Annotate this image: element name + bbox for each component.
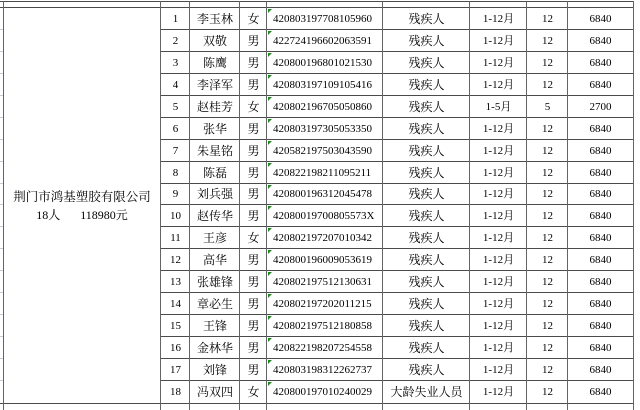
id-number-cell[interactable]: 420803197305053350 bbox=[267, 118, 383, 140]
amount-cell[interactable]: 6840 bbox=[589, 188, 612, 201]
text-format-indicator-icon bbox=[268, 53, 272, 57]
gender-cell[interactable]: 男 bbox=[247, 362, 260, 377]
id-number-cell[interactable]: 420802196705050860 bbox=[267, 96, 383, 118]
months-range-cell[interactable]: 1-12月 bbox=[482, 34, 515, 47]
person-category-cell[interactable]: 残疾人 bbox=[408, 187, 445, 202]
gender-cell[interactable]: 男 bbox=[247, 275, 260, 290]
id-number-cell[interactable]: 420802197207010342 bbox=[267, 227, 383, 249]
gridline bbox=[160, 1, 161, 410]
person-category-cell[interactable]: 残疾人 bbox=[408, 362, 445, 377]
row-number-cell[interactable]: 13 bbox=[170, 276, 181, 289]
gridline bbox=[266, 1, 267, 410]
month-count-cell[interactable]: 12 bbox=[542, 144, 553, 157]
name-cell[interactable]: 李玉林 bbox=[196, 11, 233, 26]
months-range-cell[interactable]: 1-12月 bbox=[482, 122, 515, 135]
row-number-cell[interactable]: 4 bbox=[172, 78, 179, 91]
amount-cell[interactable]: 6840 bbox=[589, 144, 612, 157]
amount-cell[interactable]: 6840 bbox=[589, 342, 612, 355]
row-number-cell[interactable]: 12 bbox=[170, 254, 181, 267]
gridline bbox=[161, 51, 634, 52]
name-cell[interactable]: 张华 bbox=[202, 121, 227, 136]
id-number-cell[interactable]: 420800196312045478 bbox=[267, 184, 383, 206]
text-format-indicator-icon bbox=[268, 250, 272, 254]
gridline bbox=[161, 29, 634, 30]
amount-cell[interactable]: 6840 bbox=[589, 320, 612, 333]
person-category-cell[interactable]: 残疾人 bbox=[408, 99, 445, 114]
gridline bbox=[161, 73, 634, 74]
person-category-cell[interactable]: 残疾人 bbox=[408, 121, 445, 136]
gender-cell[interactable]: 男 bbox=[247, 209, 260, 224]
months-range-cell[interactable]: 1-12月 bbox=[482, 320, 515, 333]
id-number-cell[interactable]: 420800197010240029 bbox=[267, 381, 383, 403]
person-category-cell[interactable]: 残疾人 bbox=[408, 143, 445, 158]
month-count-cell[interactable]: 5 bbox=[544, 100, 551, 113]
id-number-cell[interactable]: 420582197503043590 bbox=[267, 140, 383, 162]
months-range-cell[interactable]: 1-12月 bbox=[482, 166, 515, 179]
month-count-cell[interactable]: 12 bbox=[542, 34, 553, 47]
gender-cell[interactable]: 男 bbox=[247, 121, 260, 136]
gridline bbox=[3, 1, 4, 410]
months-range-cell[interactable]: 1-12月 bbox=[482, 254, 515, 267]
row-number-cell[interactable]: 1 bbox=[172, 12, 179, 25]
company-cell[interactable] bbox=[4, 8, 160, 403]
gridline bbox=[161, 226, 634, 227]
gender-cell[interactable]: 男 bbox=[247, 297, 260, 312]
name-cell[interactable]: 张雄锋 bbox=[196, 275, 233, 290]
row-number-cell[interactable]: 3 bbox=[172, 56, 179, 69]
name-cell[interactable]: 刘锋 bbox=[202, 362, 227, 377]
month-count-cell[interactable]: 12 bbox=[542, 276, 553, 289]
months-range-cell[interactable]: 1-12月 bbox=[482, 188, 515, 201]
gridline bbox=[239, 1, 240, 410]
gridline bbox=[161, 380, 634, 381]
text-format-indicator-icon bbox=[268, 119, 272, 123]
gridline bbox=[161, 183, 634, 184]
gender-cell[interactable]: 男 bbox=[247, 341, 260, 356]
months-range-cell[interactable]: 1-12月 bbox=[482, 385, 515, 398]
months-range-cell[interactable]: 1-12月 bbox=[482, 78, 515, 91]
person-category-cell[interactable]: 残疾人 bbox=[408, 231, 445, 246]
gender-cell[interactable]: 男 bbox=[247, 143, 260, 158]
gridline bbox=[526, 1, 527, 410]
person-category-cell[interactable]: 残疾人 bbox=[408, 33, 445, 48]
text-format-indicator-icon bbox=[268, 97, 272, 101]
person-category-cell[interactable]: 残疾人 bbox=[408, 341, 445, 356]
gridline bbox=[161, 292, 634, 293]
id-number-cell[interactable]: 420822198207254558 bbox=[267, 337, 383, 359]
month-count-cell[interactable]: 12 bbox=[542, 56, 553, 69]
month-count-cell[interactable]: 12 bbox=[542, 166, 553, 179]
month-count-cell[interactable]: 12 bbox=[542, 298, 553, 311]
person-category-cell[interactable]: 残疾人 bbox=[408, 275, 445, 290]
id-number-cell[interactable]: 420802197512130631 bbox=[267, 271, 383, 293]
name-cell[interactable]: 陈鹰 bbox=[202, 55, 227, 70]
gridline bbox=[161, 117, 634, 118]
text-format-indicator-icon bbox=[268, 228, 272, 232]
amount-cell[interactable]: 6840 bbox=[589, 122, 612, 135]
row-number-cell[interactable]: 18 bbox=[170, 385, 181, 398]
gridline bbox=[567, 1, 568, 410]
amount-cell[interactable]: 6840 bbox=[589, 363, 612, 376]
name-cell[interactable]: 双敬 bbox=[202, 33, 227, 48]
month-count-cell[interactable]: 12 bbox=[542, 385, 553, 398]
row-number-cell[interactable]: 10 bbox=[170, 210, 181, 223]
name-cell[interactable]: 赵传华 bbox=[196, 209, 233, 224]
months-range-cell[interactable]: 1-12月 bbox=[482, 56, 515, 69]
month-count-cell[interactable]: 12 bbox=[542, 342, 553, 355]
amount-cell[interactable]: 6840 bbox=[589, 385, 612, 398]
month-count-cell[interactable]: 12 bbox=[542, 254, 553, 267]
gridline bbox=[189, 1, 190, 410]
name-cell[interactable]: 章必生 bbox=[196, 297, 233, 312]
months-range-cell[interactable]: 1-12月 bbox=[482, 12, 515, 25]
amount-cell[interactable]: 6840 bbox=[589, 298, 612, 311]
name-cell[interactable]: 王彦 bbox=[202, 231, 227, 246]
id-number-cell[interactable]: 422724196602063591 bbox=[267, 30, 383, 52]
month-count-cell[interactable]: 12 bbox=[542, 12, 553, 25]
text-format-indicator-icon bbox=[268, 31, 272, 35]
name-cell[interactable]: 刘兵强 bbox=[196, 187, 233, 202]
company-people-count: 18人 bbox=[36, 207, 61, 222]
month-count-cell[interactable]: 12 bbox=[542, 210, 553, 223]
amount-cell[interactable]: 6840 bbox=[589, 166, 612, 179]
person-category-cell[interactable]: 残疾人 bbox=[408, 297, 445, 312]
gender-cell[interactable]: 女 bbox=[247, 384, 260, 399]
gridline bbox=[161, 358, 634, 359]
person-category-cell[interactable]: 残疾人 bbox=[408, 77, 445, 92]
person-category-cell[interactable]: 残疾人 bbox=[408, 11, 445, 26]
text-format-indicator-icon bbox=[268, 206, 272, 210]
data-grid bbox=[161, 8, 633, 403]
gridline bbox=[161, 204, 634, 205]
gender-cell[interactable]: 男 bbox=[247, 33, 260, 48]
text-format-indicator-icon bbox=[268, 185, 272, 189]
text-format-indicator-icon bbox=[268, 75, 272, 79]
gender-cell[interactable]: 男 bbox=[247, 165, 260, 180]
text-format-indicator-icon bbox=[268, 316, 272, 320]
amount-cell[interactable]: 6840 bbox=[589, 56, 612, 69]
amount-cell[interactable]: 6840 bbox=[589, 78, 612, 91]
id-number-cell[interactable]: 420800196009053619 bbox=[267, 249, 383, 271]
amount-cell[interactable]: 2700 bbox=[589, 100, 612, 113]
person-category-cell[interactable]: 残疾人 bbox=[408, 209, 445, 224]
text-format-indicator-icon bbox=[268, 272, 272, 276]
row-number-cell[interactable]: 11 bbox=[170, 232, 181, 245]
text-format-indicator-icon bbox=[268, 360, 272, 364]
company-name: 荆门市鸿基塑胶有限公司 bbox=[13, 189, 151, 204]
month-count-cell[interactable]: 12 bbox=[542, 320, 553, 333]
month-count-cell[interactable]: 12 bbox=[542, 232, 553, 245]
gender-cell[interactable]: 女 bbox=[247, 99, 260, 114]
row-number-cell[interactable]: 16 bbox=[170, 342, 181, 355]
gridline bbox=[161, 95, 634, 96]
row-number-cell[interactable]: 6 bbox=[172, 122, 179, 135]
gender-cell[interactable]: 男 bbox=[247, 253, 260, 268]
row-number-cell[interactable]: 9 bbox=[172, 188, 179, 201]
text-format-indicator-icon bbox=[268, 382, 272, 386]
months-range-cell[interactable]: 1-12月 bbox=[482, 298, 515, 311]
months-range-cell[interactable]: 1-12月 bbox=[482, 363, 515, 376]
row-number-cell[interactable]: 7 bbox=[172, 144, 179, 157]
gender-cell[interactable]: 女 bbox=[247, 231, 260, 246]
name-cell[interactable]: 朱星铭 bbox=[196, 143, 233, 158]
amount-cell[interactable]: 6840 bbox=[589, 34, 612, 47]
month-count-cell[interactable]: 12 bbox=[542, 188, 553, 201]
amount-cell[interactable]: 6840 bbox=[589, 232, 612, 245]
name-cell[interactable]: 高华 bbox=[202, 253, 227, 268]
gridline bbox=[0, 7, 634, 8]
gridline bbox=[0, 1, 634, 2]
gender-cell[interactable]: 女 bbox=[247, 11, 260, 26]
amount-cell[interactable]: 6840 bbox=[589, 276, 612, 289]
gridline bbox=[633, 1, 634, 410]
name-cell[interactable]: 冯双四 bbox=[196, 384, 233, 399]
name-cell[interactable]: 赵桂芳 bbox=[196, 99, 233, 114]
month-count-cell[interactable]: 12 bbox=[542, 122, 553, 135]
person-category-cell[interactable]: 大龄失业人员 bbox=[390, 384, 463, 399]
months-range-cell[interactable]: 1-12月 bbox=[482, 342, 515, 355]
gender-cell[interactable]: 男 bbox=[247, 77, 260, 92]
text-format-indicator-icon bbox=[268, 163, 272, 167]
name-cell[interactable]: 王锋 bbox=[202, 319, 227, 334]
row-number-cell[interactable]: 5 bbox=[172, 100, 179, 113]
text-format-indicator-icon bbox=[268, 294, 272, 298]
person-category-cell[interactable]: 残疾人 bbox=[408, 55, 445, 70]
month-count-cell[interactable]: 12 bbox=[542, 78, 553, 91]
id-number-cell[interactable]: 420803198312262737 bbox=[267, 359, 383, 381]
id-number-cell[interactable]: 420800196801021530 bbox=[267, 52, 383, 74]
gender-cell[interactable]: 男 bbox=[247, 55, 260, 70]
person-category-cell[interactable]: 残疾人 bbox=[408, 253, 445, 268]
id-number-cell[interactable]: 420802197512180858 bbox=[267, 315, 383, 337]
id-number-cell[interactable]: 420803197708105960 bbox=[267, 8, 383, 30]
months-range-cell[interactable]: 1-12月 bbox=[482, 232, 515, 245]
row-number-cell[interactable]: 8 bbox=[172, 166, 179, 179]
text-format-indicator-icon bbox=[268, 338, 272, 342]
id-number-cell[interactable]: 420822198211095211 bbox=[267, 162, 383, 184]
gridline bbox=[161, 336, 634, 337]
gridline bbox=[0, 403, 634, 404]
row-number-cell[interactable]: 15 bbox=[170, 320, 181, 333]
person-category-cell[interactable]: 残疾人 bbox=[408, 319, 445, 334]
gridline bbox=[161, 314, 634, 315]
gender-cell[interactable]: 男 bbox=[247, 187, 260, 202]
person-category-cell[interactable]: 残疾人 bbox=[408, 165, 445, 180]
months-range-cell[interactable]: 1-12月 bbox=[482, 210, 515, 223]
gridline bbox=[469, 1, 470, 410]
gender-cell[interactable]: 男 bbox=[247, 319, 260, 334]
amount-cell[interactable]: 6840 bbox=[589, 12, 612, 25]
month-count-cell[interactable]: 12 bbox=[542, 363, 553, 376]
row-number-cell[interactable]: 17 bbox=[170, 363, 181, 376]
gridline bbox=[382, 1, 383, 410]
text-format-indicator-icon bbox=[268, 141, 272, 145]
company-summary bbox=[36, 208, 128, 223]
row-number-cell[interactable]: 14 bbox=[170, 298, 181, 311]
gridline bbox=[161, 161, 634, 162]
row-number-cell[interactable]: 2 bbox=[172, 34, 179, 47]
name-cell[interactable]: 李泽军 bbox=[196, 77, 233, 92]
months-range-cell[interactable]: 1-5月 bbox=[485, 100, 512, 113]
id-number-cell[interactable]: 420802197202011215 bbox=[267, 293, 383, 315]
name-cell[interactable]: 陈磊 bbox=[202, 165, 227, 180]
amount-cell[interactable]: 6840 bbox=[589, 210, 612, 223]
gridline bbox=[161, 270, 634, 271]
months-range-cell[interactable]: 1-12月 bbox=[482, 276, 515, 289]
amount-cell[interactable]: 6840 bbox=[589, 254, 612, 267]
text-format-indicator-icon bbox=[268, 9, 272, 13]
name-cell[interactable]: 金林华 bbox=[196, 341, 233, 356]
id-number-cell[interactable]: 42080019700805573X bbox=[267, 205, 383, 227]
id-number-cell[interactable]: 420803197109105416 bbox=[267, 74, 383, 96]
months-range-cell[interactable]: 1-12月 bbox=[482, 144, 515, 157]
gridline bbox=[161, 248, 634, 249]
gridline bbox=[161, 139, 634, 140]
company-total-amount: 118980元 bbox=[80, 207, 128, 222]
